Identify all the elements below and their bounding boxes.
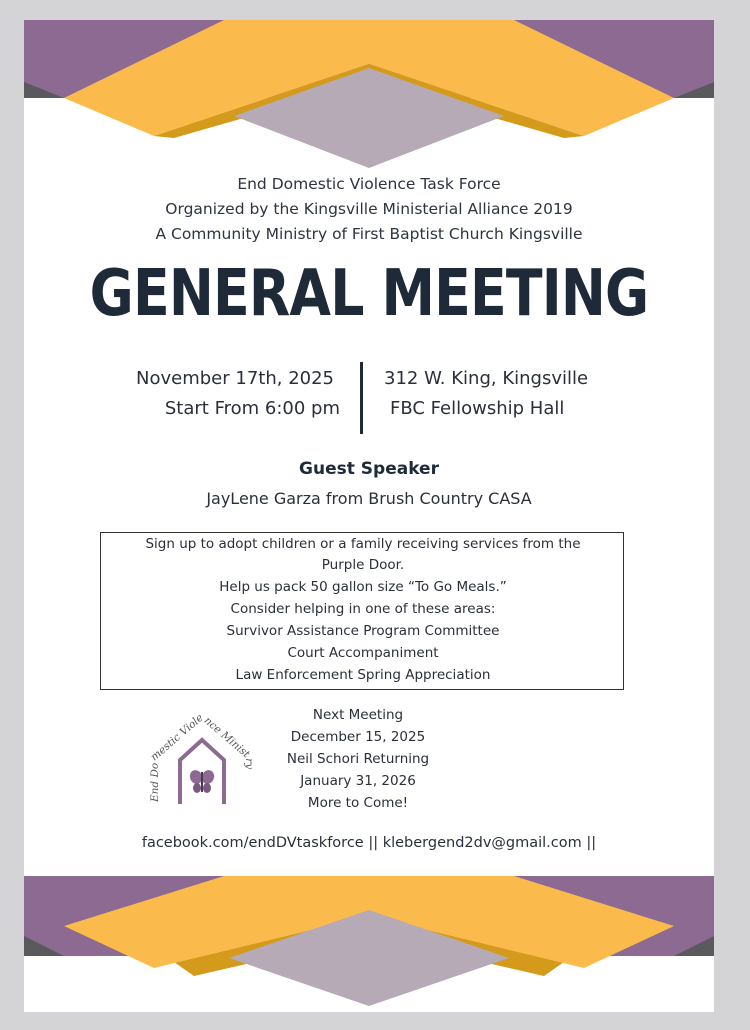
info-line: Survivor Assistance Program Committee — [226, 623, 500, 639]
info-line: Court Accompaniment — [287, 645, 439, 661]
next-meeting-note: Neil Schori Returning — [286, 751, 430, 767]
page-title: GENERAL MEETING — [89, 257, 649, 331]
event-date: November 17th, 2025 — [136, 368, 334, 389]
guest-speaker-heading: Guest Speaker — [299, 459, 439, 479]
header-line-1: End Domestic Violence Task Force — [237, 175, 501, 193]
event-time: Start From 6:00 pm — [164, 398, 340, 419]
next-meeting-date-2: January 31, 2026 — [300, 773, 416, 789]
house-butterfly-icon — [140, 706, 260, 812]
info-line: Sign up to adopt children or a family receiving services from the — [145, 536, 581, 552]
header-line-3: A Community Ministry of First Baptist Church Kingsville — [155, 225, 583, 243]
event-address: 312 W. King, Kingsville — [384, 368, 589, 389]
header-line-2: Organized by the Kingsville Ministerial Alliance 2019 — [165, 200, 573, 218]
top-chevron-banner — [24, 20, 714, 188]
flyer — [24, 20, 714, 1012]
butterfly-icon — [188, 768, 216, 793]
logo-arc-text: End Domestic Violence Ministry — [148, 711, 255, 802]
next-meeting-heading: Next Meeting — [312, 707, 404, 723]
bottom-chevron-banner — [24, 876, 714, 1012]
vertical-divider — [360, 362, 363, 434]
more-to-come: More to Come! — [307, 795, 409, 811]
guest-speaker-name: JayLene Garza from Brush Country CASA — [206, 489, 532, 508]
info-line: Consider helping in one of these areas: — [230, 601, 496, 617]
info-line: Help us pack 50 gallon size “To Go Meals.” — [219, 579, 507, 595]
info-box — [100, 532, 624, 690]
info-line: Purple Door. — [321, 557, 405, 573]
event-venue: FBC Fellowship Hall — [390, 398, 565, 419]
info-line: Law Enforcement Spring Appreciation — [235, 667, 491, 683]
contact-line: facebook.com/endDVtaskforce || klebergend2dv@gmail.com || — [141, 835, 597, 851]
next-meeting-date: December 15, 2025 — [290, 729, 426, 745]
